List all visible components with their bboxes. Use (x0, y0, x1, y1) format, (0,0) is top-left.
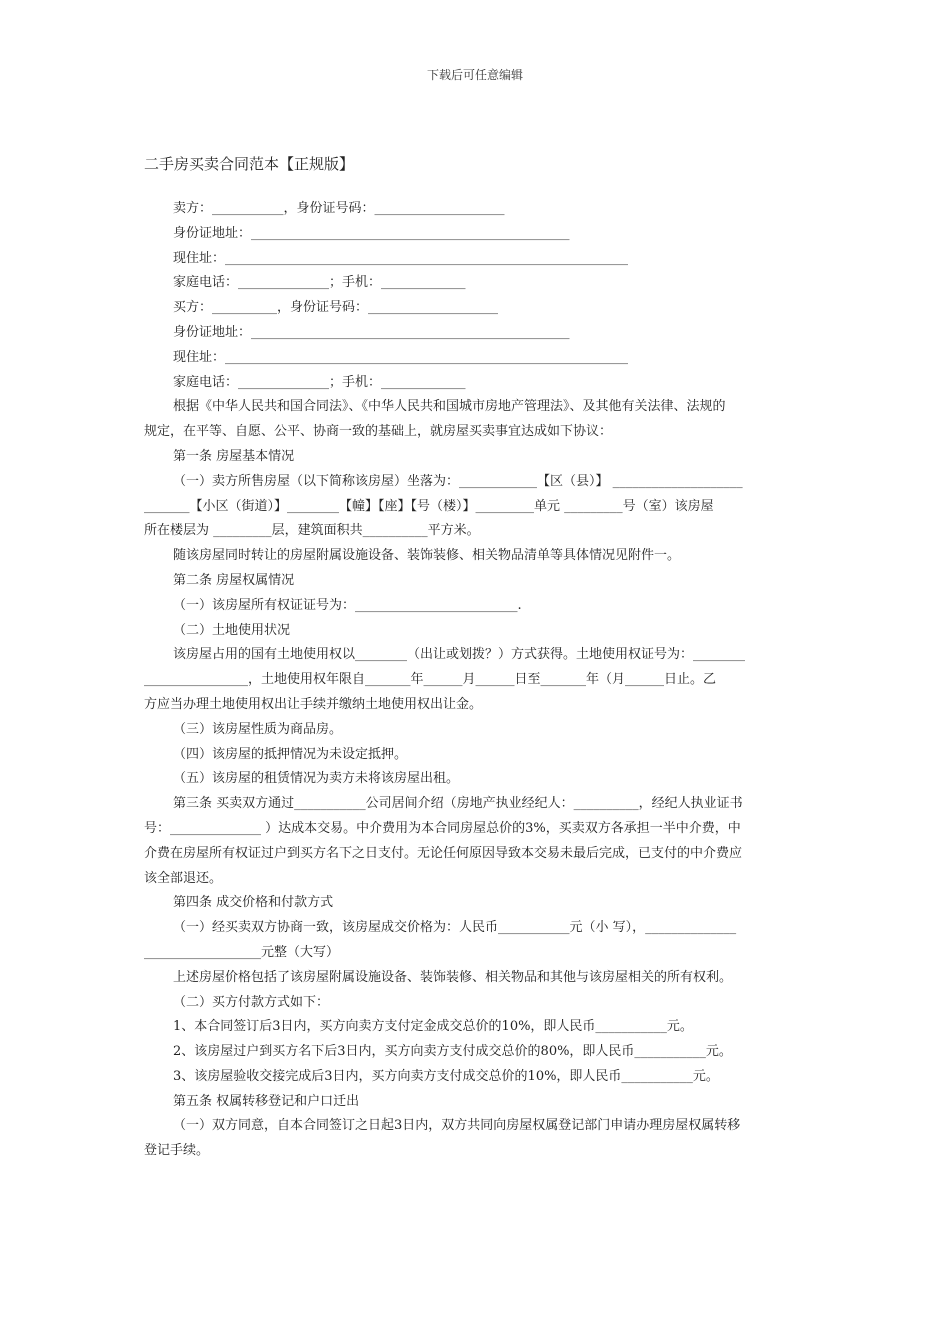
body-line: 第五条 权属转移登记和户口迁出 (173, 1093, 360, 1109)
body-line: （一）经买卖双方协商一致，该房屋成交价格为：人民币___________元（小 写），______________ (173, 920, 737, 936)
body-line: （一）双方同意，自本合同签订之日起3日内，双方共同向房屋权属登记部门申请办理房屋权属转移 (173, 1118, 741, 1134)
body-line: （四）该房屋的抵押情况为未设定抵押。 (173, 746, 408, 762)
body-line: 第一条 房屋基本情况 (173, 448, 295, 464)
body-line: 第三条 买卖双方通过___________公司居间介绍（房地产执业经纪人：__________，经纪人执业证书 (173, 796, 743, 812)
header-note: 下载后可任意编辑 (426, 68, 523, 82)
document-title: 二手房买卖合同范本【正规版】 (144, 155, 355, 173)
body-line: 介费在房屋所有权证过户到买方名下之日支付。无论任何原因导致本交易未最后完成，已支付的中介费应 (144, 845, 743, 861)
body-line: 号：______________ ）达成本交易。中介费用为本合同房屋总价的3%，买卖双方各承担一半中介费，中 (144, 820, 741, 836)
body-line: 该房屋占用的国有土地使用权以________（出让或划拨？）方式获得。土地使用权证号为：________ (173, 647, 746, 663)
body-line: 规定，在平等、自愿、公平、协商一致的基础上，就房屋买卖事宜达成如下协议： (144, 424, 613, 440)
body-line: _______【小区（街道）】________【幢】【座】【号（楼）】_________单元 _________号（室）该房屋 (144, 498, 714, 514)
body-line: 方应当办理土地使用权出让手续并缴纳土地使用权出让金。 (144, 696, 483, 712)
document-body (144, 197, 812, 1164)
body-line: __________________元整（大写） (144, 944, 340, 960)
body-line: （二）土地使用状况 (173, 622, 291, 638)
body-line: 身份证地址：_________________________________________________ (173, 225, 570, 241)
body-line: 第二条 房屋权属情况 (173, 572, 295, 588)
body-line: 该全部退还。 (144, 870, 223, 886)
body-line: 随该房屋同时转让的房屋附属设施设备、装饰装修、相关物品清单等具体情况见附件一。 (173, 548, 681, 564)
body-line: （一）卖方所售房屋（以下简称该房屋）坐落为：____________【区（县）】 ____________________ (173, 473, 743, 489)
body-line: （三）该房屋性质为商品房。 (173, 721, 343, 737)
body-line: 现住址：______________________________________________________________ (173, 250, 629, 266)
body-line: 身份证地址：_________________________________________________ (173, 324, 570, 340)
body-line: 卖方：___________，身份证号码：____________________ (173, 201, 505, 216)
body-line: 家庭电话：______________；手机：_____________ (173, 374, 466, 390)
body-line: 家庭电话：______________；手机：_____________ (173, 275, 466, 291)
body-line: 登记手续。 (144, 1143, 210, 1159)
body-line: 上述房屋价格包括了该房屋附属设施设备、装饰装修、相关物品和其他与该房屋相关的所有权利。 (173, 969, 733, 985)
body-line: （五）该房屋的租赁情况为卖方未将该房屋出租。 (173, 771, 460, 787)
body-line: 1、本合同签订后3日内，买方向卖方支付定金成交总价的10%，即人民币___________元。 (173, 1019, 693, 1035)
body-line: 3、该房屋验收交接完成后3日内，买方向卖方支付成交总价的10%，即人民币___________元。 (173, 1068, 719, 1084)
body-line: 第四条 成交价格和付款方式 (173, 895, 334, 911)
body-line: （一）该房屋所有权证证号为：_________________________. (173, 597, 522, 613)
body-line: （二）买方付款方式如下： (173, 994, 330, 1010)
body-line: 根据《中华人民共和国合同法》、《中华人民共和国城市房地产管理法》、及其他有关法律、法规的 (173, 399, 726, 415)
body-line: ________________，土地使用权年限自_______年______月______日至_______年（月______日止。乙 (144, 672, 717, 688)
body-line: 现住址：______________________________________________________________ (173, 349, 629, 365)
body-line: 所在楼层为 _________层，建筑面积共__________平方米。 (144, 523, 480, 539)
body-line: 2、该房屋过户到买方名下后3日内，买方向卖方支付成交总价的80%，即人民币___________元。 (173, 1044, 732, 1060)
body-line: 买方：__________，身份证号码：____________________ (173, 300, 499, 316)
